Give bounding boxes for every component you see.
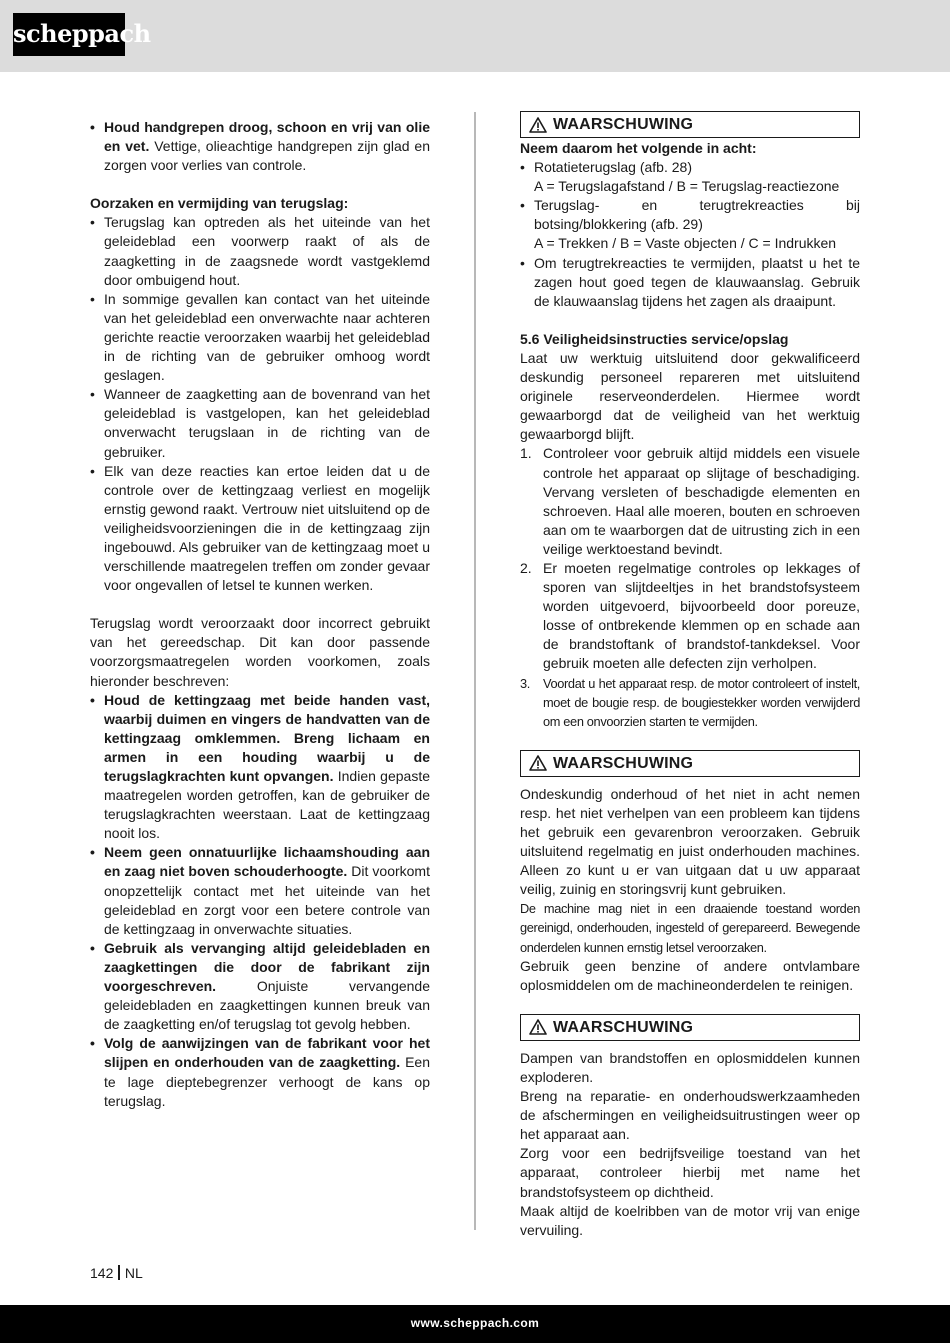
left-column: [90, 118, 430, 1111]
kickback-list: [90, 213, 430, 595]
list-item: • Elk van deze reacties kan ertoe leiden dat u de controle over de kettingzaag verliest en mogelijk ernstig gewond raakt. Vertrouw niet uitsluitend op de veiligheidsvoorzieningen die in de kettingzaag zijn ingebouwd. Als gebruiker van de kettingzaag moet u verschillende maatregelen treffen om zonder gevaar voor ongevallen of letsel te kunnen werken.: [90, 462, 430, 596]
list-item: • Neem geen onnatuurlijke lichaamshouding aan en zaag niet boven schouderhoogte. Dit voorkomt onopzettelijk contact met het uiteinde van het geleideblad en zorgt voor een betere controle van de kettingzaag in onverwachte situaties.: [90, 843, 430, 938]
page-number: 142 NL: [90, 1265, 143, 1281]
warning-box-2: [520, 750, 860, 777]
warning-triangle-icon: [529, 117, 547, 133]
warning-2-text: Ondeskundig onderhoud of het niet in acht nemen resp. het niet verhelpen van een probleem kan tijdens het gebruik een gevarenbron veroorzaken. Gebruik uitsluitend regelmatig en juist onderhouden machines. Alleen zo kunt u er van uitgaan dat u uw apparaat veilig, zuinig en storingsvrij kunt gebruiken.: [520, 785, 860, 898]
warning-3-paragraph: Breng na reparatie- en onderhoudswerkzaamheden de afschermingen en veiligheidsuitrustingen weer op het apparaat aan.: [520, 1088, 860, 1143]
list-item: • In sommige gevallen kan contact van het uiteinde van het geleideblad een onverwachte naar achteren gerichte reactie veroorzaken waarbij het geleideblad in de richting van de gebruiker omhoog wordt geslagen.: [90, 290, 430, 385]
warning-3-paragraph: Maak altijd de koelribben van de motor vrij van enige vervuiling.: [520, 1202, 860, 1238]
list-item: • Terugslag kan optreden als het uiteinde van het geleideblad een voorwerp raakt of als de zaagketting in de zaagsnede wordt vastgeklemd door ombuigend hout.: [90, 213, 430, 289]
warning-2-small-text: De machine mag niet in een draaiende toestand worden gereinigd, onderhouden, ingesteld of gerepareerd. Bewegende onderdelen kunnen ernstig letsel veroorzaken.: [520, 901, 860, 955]
list-item: 1. Controleer voor gebruik altijd middels een visuele controle het apparaat op slijtage of beschadiging. Vervang versleten of beschadigde elementen en schroeven. Haal alle moeren, bouten en schroeven aan om te waarborgen dat de uitrusting zich in een veilige werktoestand bevindt.: [520, 445, 860, 557]
right-column: [520, 111, 860, 1240]
list-item: • Rotatieterugslag (afb. 28) A = Terugslagafstand / B = Terugslag-reactiezone: [520, 158, 860, 196]
measures-list: [90, 691, 430, 1111]
warning-triangle-icon: [529, 755, 547, 771]
warning-3-paragraph: Dampen van brandstoffen en oplosmiddelen kunnen exploderen.: [520, 1049, 860, 1085]
footer-bar: [0, 1305, 950, 1343]
warning-subheading: Neem daarom het volgende in acht:: [520, 140, 757, 156]
warning-triangle-icon: [529, 1019, 547, 1035]
section-5-6-heading: 5.6 Veiligheidsinstructies service/opslag: [520, 330, 789, 347]
warning-2-text-2: Gebruik geen benzine of andere ontvlambare oplosmiddelen om de machineonderdelen te reinigen.: [520, 957, 860, 993]
list-item: • Houd de kettingzaag met beide handen vast, waarbij duimen en vingers de handvatten van de kettingzaag omklemmen. Breng lichaam en armen in een houding waarbij u de terugslagkrachten kunt opvangen. Indien gepaste maatregelen worden getroffen, kan de gebruiker de terugslagkrachten weerstaan. Laat de kettingzaag nooit los.: [90, 691, 430, 844]
warning-title: WAARSCHUWING: [553, 115, 694, 133]
website-link[interactable]: www.scheppach.com: [410, 1316, 540, 1330]
list-item: • Om terugtrekreacties te vermijden, plaatst u het te zagen hout goed tegen de klauwaanslag. Gebruik de klauwaanslag tijdens het zagen als draaipunt.: [520, 254, 860, 311]
kickback-heading: Oorzaken en vermijding van terugslag:: [90, 195, 349, 212]
warning-title: WAARSCHUWING: [553, 754, 694, 772]
section-5-6-list: [520, 444, 860, 730]
warning-1-list: [520, 158, 860, 311]
scheppach-logo: scheppach: [13, 13, 125, 56]
list-item: • Gebruik als vervanging altijd geleidebladen en zaagkettingen die door de fabrikant zijn voorgeschreven. Onjuiste vervangende geleidebladen en zaagkettingen kunnen breuk van de zaagketting en/of terugslag tot gevolg hebben.: [90, 939, 430, 1034]
list-item: • Terugslag- en terugtrekreacties bij botsing/blokkering (afb. 29) A = Trekken / B = Vaste objecten / C = Indrukken: [520, 196, 860, 253]
list-item: 3. Voordat u het apparaat resp. de motor controleert of instelt, moet de bougie resp. de bougiestekker worden verwijderd om een onvoorzien starten te vermijden.: [520, 675, 860, 729]
cause-paragraph: Terugslag wordt veroorzaakt door incorrect gebruikt van het gereedschap. Dit kan door passende voorzorgsmaatregelen worden voorkomen, zoals hieronder beschreven:: [90, 615, 430, 689]
intro-list: [90, 118, 430, 175]
warning-3-paragraph: Zorg voor een bedrijfsveilige toestand van het apparaat, controleer hierbij met name het brandstofsysteem op dichtheid.: [520, 1145, 860, 1200]
warning-box-3: [520, 1014, 860, 1041]
warning-box-1: [520, 111, 860, 138]
list-item: • Houd handgrepen droog, schoon en vrij van olie en vet. Vettige, olieachtige handgrepen zijn glad en zorgen voor verlies van controle.: [90, 118, 430, 175]
header-band: [0, 0, 950, 72]
list-item: • Wanneer de zaagketting aan de bovenrand van het geleideblad is vastgelopen, kan het geleideblad onverwacht terugslaan in de richting van de gebruiker.: [90, 385, 430, 461]
list-item: • Volg de aanwijzingen van de fabrikant voor het slijpen en onderhouden van de zaagketting. Een te lage dieptebegrenzer verhoogt de kans op terugslag.: [90, 1034, 430, 1110]
column-divider: [474, 112, 476, 1230]
section-5-6-intro: Laat uw werktuig uitsluitend door gekwalificeerd deskundig personeel repareren met uitsluitend originele reserveonderdelen. Hiermee wordt gewaarborgd dat de veiligheid van het werktuig gewaarborgd blijft.: [520, 349, 860, 443]
warning-title: WAARSCHUWING: [553, 1018, 694, 1036]
list-item: 2. Er moeten regelmatige controles op lekkages of sporen van slijtdeeltjes in het brandstofsysteem worden uitgevoerd, bijvoorbeeld door poreuze, losse of ontbrekende klemmen op en schade aan de brandstoftank of brandstof-tankdeksel. Voor gebruik moeten alle defecten zijn verholpen.: [520, 559, 860, 672]
